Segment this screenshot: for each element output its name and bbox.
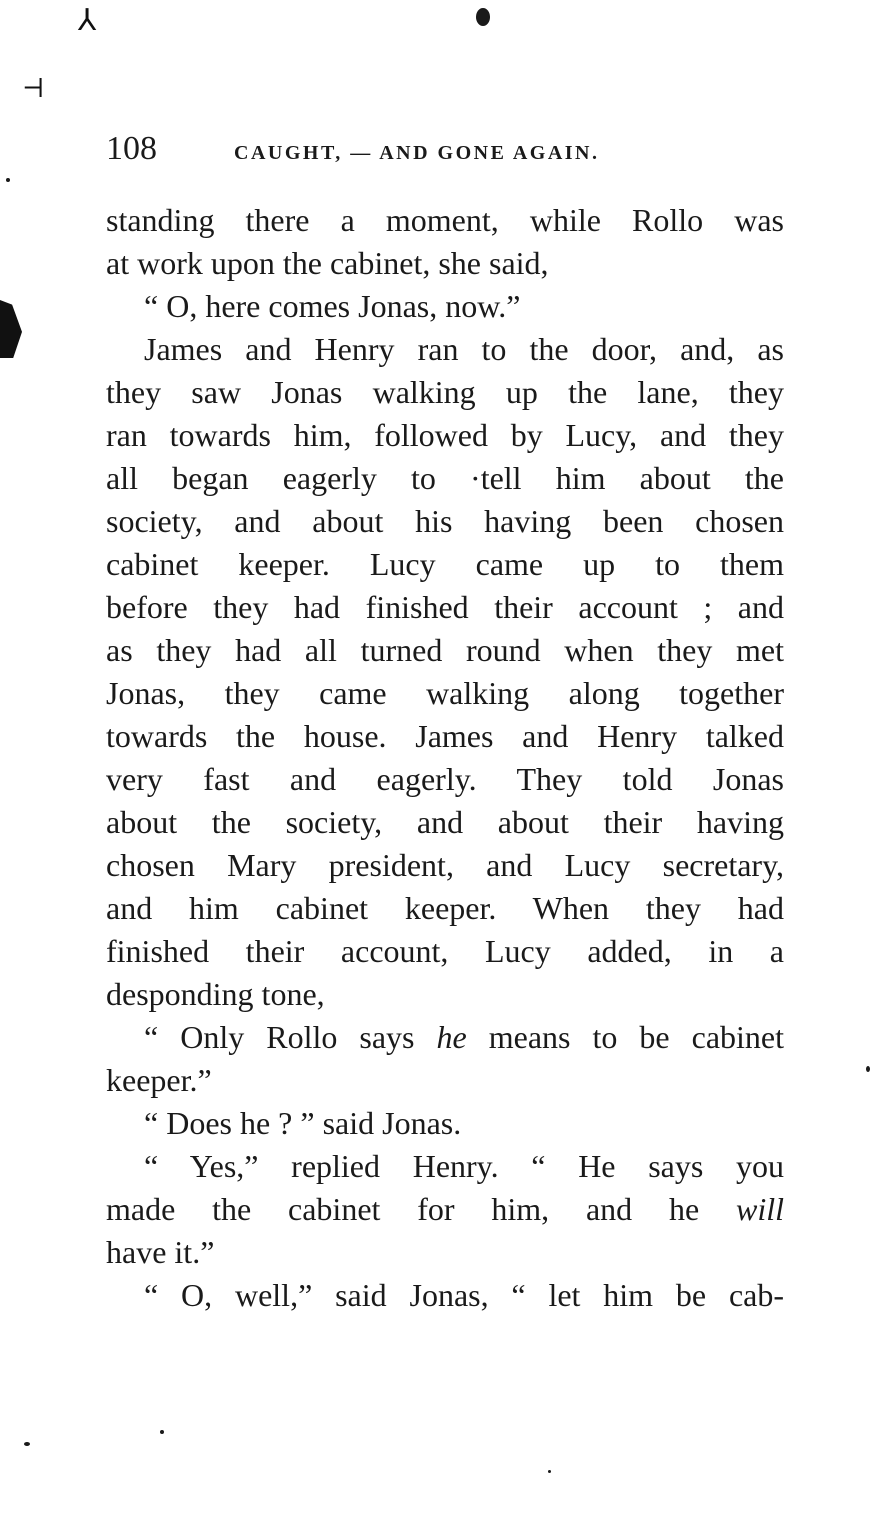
text-line: and him cabinet keeper. When they had (106, 890, 784, 926)
text-run: “ Only Rollo says (144, 1019, 437, 1055)
text-line: desponding tone, (106, 976, 325, 1012)
text-line: towards the house. James and Henry talked (106, 718, 784, 754)
text-line: “ O, well,” said Jonas, “ let him be cab- (144, 1277, 784, 1313)
text-line: have it.” (106, 1234, 215, 1270)
scan-speck (160, 1430, 164, 1434)
text-line: Jonas, they came walking along together (106, 675, 784, 711)
text-line: cabinet keeper. Lucy came up to them (106, 546, 784, 582)
scan-mark-icon: ⅄ (78, 4, 97, 37)
scan-mark-icon: ⊣ (22, 74, 45, 103)
scan-speck (476, 8, 490, 26)
text-line: keeper.” (106, 1062, 212, 1098)
scan-speck (866, 1066, 870, 1072)
text-line (106, 1016, 784, 1059)
text-line: very fast and eagerly. They told Jonas (106, 761, 784, 797)
text-line: chosen Mary president, and Lucy secretary, (106, 847, 784, 883)
text-line: all began eagerly to ·tell him about the (106, 460, 784, 496)
page-header (106, 124, 786, 174)
text-line: “ O, here comes Jonas, now.” (144, 288, 521, 324)
text-line: they saw Jonas walking up the lane, they (106, 374, 784, 410)
text-run: means to be cabinet (466, 1019, 784, 1055)
text-run: made the cabinet for him, and he (106, 1191, 736, 1227)
text-line: finished their account, Lucy added, in a (106, 933, 784, 969)
scan-speck (24, 1442, 30, 1446)
text-line: about the society, and about their having (106, 804, 784, 840)
text-line: before they had finished their account ; and (106, 589, 784, 625)
scan-speck (548, 1470, 551, 1473)
body-text (106, 199, 784, 1317)
running-head: CAUGHT, — AND GONE AGAIN. (234, 142, 600, 164)
text-line: at work upon the cabinet, she said, (106, 245, 549, 281)
emphasis-run: will (735, 1191, 784, 1227)
text-line: ran towards him, followed by Lucy, and they (106, 417, 784, 453)
text-line (106, 1188, 784, 1231)
text-line: James and Henry ran to the door, and, as (144, 331, 784, 367)
text-line: as they had all turned round when they met (106, 632, 784, 668)
text-line: society, and about his having been chosen (106, 503, 784, 539)
page-number: 108 (106, 130, 157, 167)
edge-blot (0, 300, 22, 358)
scan-speck (6, 178, 10, 182)
text-line: standing there a moment, while Rollo was (106, 202, 784, 238)
emphasis-run: he (436, 1019, 467, 1055)
text-line: “ Does he ? ” said Jonas. (144, 1105, 462, 1141)
text-line: “ Yes,” replied Henry. “ He says you (144, 1148, 784, 1184)
